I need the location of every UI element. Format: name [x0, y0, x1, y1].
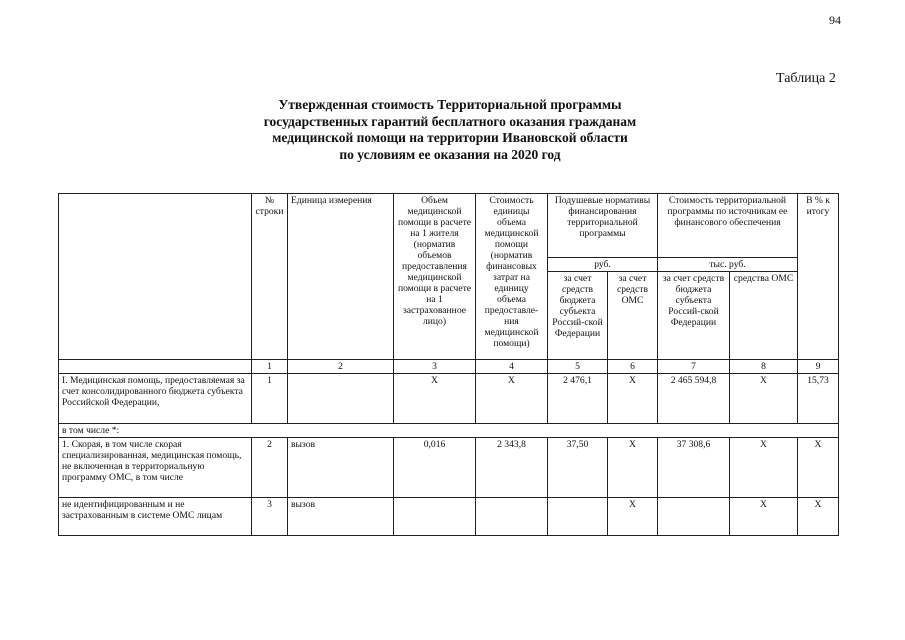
header-thousand-rub: тыс. руб. [658, 258, 798, 272]
column-number: 8 [730, 360, 798, 374]
header-volume: Объем медицинской помощи в расчете на 1 жителя (норматив объемов предоставления медицинской помощи в расчете на 1 застрахованное лицо) [394, 194, 476, 360]
row-budget-per-capita: 37,50 [548, 438, 608, 498]
title-line: государственных гарантий бесплатного оказания гражданам [263, 113, 637, 129]
column-number: 9 [798, 360, 839, 374]
column-number: 6 [608, 360, 658, 374]
row-percent: X [798, 438, 839, 498]
row-oms-per-capita: X [608, 498, 658, 536]
row-subheading: в том числе *: [59, 424, 839, 438]
row-percent: 15,73 [798, 374, 839, 424]
title-line: по условиям ее оказания на 2020 год [339, 146, 561, 162]
cost-table [58, 193, 839, 536]
column-number: 4 [476, 360, 548, 374]
row-budget-per-capita [548, 498, 608, 536]
header-budget-source: за счет средств бюджета субъекта Россий-ской Федерации [548, 272, 608, 360]
table-row [59, 424, 839, 438]
row-name: 1. Скорая, в том числе скорая специализированная, медицинская помощь, не включенная в территориальную программу ОМС, в том числе [59, 438, 252, 498]
row-unit: вызов [288, 498, 394, 536]
header-oms-source: за счет средств ОМС [608, 272, 658, 360]
header-rub: руб. [548, 258, 658, 272]
row-program-oms: X [730, 374, 798, 424]
header-oms-source-2: средства ОМС [730, 272, 798, 360]
column-numbers-row [59, 360, 839, 374]
row-number: 3 [252, 498, 288, 536]
row-unit-cost [476, 498, 548, 536]
row-number: 1 [252, 374, 288, 424]
header-unit: Единица измерения [288, 194, 394, 360]
row-unit: вызов [288, 438, 394, 498]
column-number: 5 [548, 360, 608, 374]
row-volume: 0,016 [394, 438, 476, 498]
row-program-budget: 2 465 594,8 [658, 374, 730, 424]
row-volume: X [394, 374, 476, 424]
row-program-budget: 37 308,6 [658, 438, 730, 498]
table-row [59, 498, 839, 536]
header-percent: В % к итогу [798, 194, 839, 360]
row-program-budget [658, 498, 730, 536]
row-percent: X [798, 498, 839, 536]
table-row [59, 438, 839, 498]
row-program-oms: X [730, 498, 798, 536]
header-per-capita: Подушевые нормативы финансирования территориальной программы [548, 194, 658, 258]
row-unit-cost: X [476, 374, 548, 424]
header-name-cell [59, 194, 252, 360]
header-budget-source-2: за счет средств бюджета субъекта Россий-ской Федерации [658, 272, 730, 360]
column-number: 2 [288, 360, 394, 374]
row-oms-per-capita: X [608, 438, 658, 498]
header-program-cost: Стоимость территориальной программы по источникам ее финансового обеспечения [658, 194, 798, 258]
row-number: 2 [252, 438, 288, 498]
column-number: 3 [394, 360, 476, 374]
title-line: медицинской помощи на территории Ивановской области [272, 130, 628, 145]
row-unit-cost: 2 343,8 [476, 438, 548, 498]
row-oms-per-capita: X [608, 374, 658, 424]
row-program-oms: X [730, 438, 798, 498]
column-number: 7 [658, 360, 730, 374]
row-volume [394, 498, 476, 536]
row-budget-per-capita: 2 476,1 [548, 374, 608, 424]
table-label: Таблица 2 [776, 71, 836, 86]
row-name: не идентифицированным и не застрахованным в системе ОМС лицам [59, 498, 252, 536]
title-line: Утвержденная стоимость Территориальной программы [278, 97, 622, 112]
row-name: I. Медицинская помощь, предоставляемая за счет консолидированного бюджета субъекта Российской Федерации, [59, 374, 252, 424]
header-row-number: № строки [252, 194, 288, 360]
column-number: 1 [252, 360, 288, 374]
document-title [150, 97, 750, 163]
table-row [59, 374, 839, 424]
column-number-empty [59, 360, 252, 374]
page-number: 94 [829, 13, 841, 27]
header-unit-cost: Стоимость единицы объема медицинской помощи (норматив финансовых затрат на единицу объема предоставле-ния медицинской помощи) [476, 194, 548, 360]
row-unit [288, 374, 394, 424]
